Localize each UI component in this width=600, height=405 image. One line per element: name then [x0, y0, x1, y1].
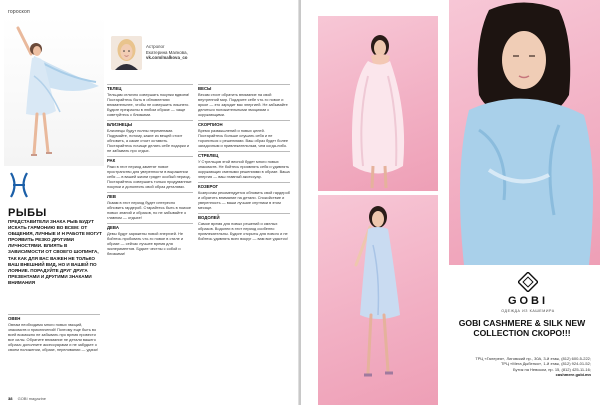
page-footer — [8, 396, 46, 401]
horoscope-entry — [198, 182, 290, 210]
entry-heading: РАК — [107, 156, 193, 164]
entry-text: Овнам необходимо много новых эмоций, знакомств и приключений! Поэтому еще быть во всей возможно не забывать про время провести все силы. Обратите внимание не детали вашего образа: дополните аксессуарами и не забудьте о своем положении, образе, переливании — удачи! — [8, 321, 98, 353]
horoscope-entry — [107, 192, 193, 220]
horoscope-entry — [8, 314, 100, 352]
entry-heading: БЛИЗНЕЦЫ — [107, 120, 193, 128]
model-photo-pink-dress — [318, 16, 438, 191]
pisces-icon — [8, 171, 30, 199]
model-photo-blue-dress — [318, 195, 438, 405]
entry-text: Весам стоит обратить внимание на свой внутренний мир. Подарите себе что-то новое и яркое — это зарядит вас энергией. Не забывайте делиться положительными эмоциями с окружающими. — [198, 91, 288, 117]
right-page — [301, 0, 600, 405]
entry-heading: КОЗЕРОГ — [198, 182, 290, 190]
horoscope-entry — [107, 223, 193, 256]
entry-text: Раки в этот период заметят новое пространство для уверенности в выражении себя — в вашей жизни грядет особый период. Постарайтесь совершать только продуманные покупки и дополнять свой образ деталями. — [107, 163, 192, 190]
section-label: гороскоп — [8, 9, 30, 15]
left-page — [0, 0, 299, 405]
entry-text: Тельцам отлично совершать покупки вдвоем! Постарайтесь быть в обновлениях внимательнее, чтобы не совершить лишнего. Будьте прекрасны в любом образе — чаще советуйтесь с близкими. — [107, 91, 190, 117]
entry-text: Козерогам рекомендуется обновить свой гардероб и обратить внимание на детали. Спокойствие и уверенность — ваши лучшие спутники в этом месяце. — [198, 189, 290, 210]
footer-text: GOBI magazine — [17, 396, 47, 401]
horoscope-entry — [107, 120, 193, 153]
entry-text: Самое время для новых решений и смелых образов. Водолеи в этот период особенно привлекательны. Будьте открыты для нового и не бойтесь удивлять всех вокруг — вам все удастся! — [198, 220, 288, 241]
page-number: 38 — [8, 396, 13, 401]
store-addresses — [449, 356, 595, 378]
model-photo-dancer — [4, 16, 104, 166]
entry-heading: ОВЕН — [8, 314, 100, 322]
entry-heading: СТРЕЛЕЦ — [198, 151, 290, 159]
horoscope-entry — [107, 84, 193, 117]
entry-heading: ЛЕВ — [107, 192, 193, 200]
astrologer-avatar — [111, 36, 142, 70]
entry-text: Близнецы будут полны переменами. Подумайте, потому, какие из вещей стоит обновить, а какие стоит оставить. Постарайтесь почаще делать себе подарки и не забывать про отдых. — [107, 127, 189, 154]
entry-heading: ТЕЛЕЦ — [107, 84, 193, 92]
entry-text: Львам в этот период будет интересно обновить гардероб. Старайтесь быть в поиске новых знаний и образов, но не забывайте о главном — отдыхе! — [107, 199, 192, 221]
horoscope-entry — [198, 151, 290, 179]
astrologer-handle: vk.com/malkova_co — [146, 55, 188, 61]
horoscope-column-b — [107, 84, 193, 259]
ad-headline: GOBI CASHMERE & SILK NEW COLLECTION СКОРО!!! — [458, 318, 586, 338]
sign-title: РЫБЫ — [8, 207, 47, 219]
entry-heading: ВЕСЫ — [198, 84, 290, 92]
horoscope-entry — [198, 84, 290, 117]
horoscope-entry — [198, 213, 290, 241]
entry-text: Время размышлений и новых целей. Постарайтесь больше слушать себя и не торопиться с решениями. Ваш образ будет более загадочным и привлекательным, чем когда-либо. — [198, 127, 289, 148]
brand-tagline: ОДЕЖДА ИЗ КАШЕМИРА — [501, 309, 555, 313]
address-line: ТРЦ «Галерея», Лиговский пр., 30А, 3-й этаж, (812) 600-5-222; — [475, 356, 591, 361]
horoscope-column-a — [8, 314, 100, 355]
brand-website-link[interactable]: cashmere.gobi.mn — [555, 372, 591, 378]
entry-text: У Стрельцов этой весной будет много новых знакомств. Не бойтесь проявлять себя и удивлять окружающих смелыми решениями в образе. Ваша энергия — ваш главный аксессуар. — [198, 158, 290, 179]
entry-heading: ДЕВА — [107, 223, 193, 231]
entry-heading: ВОДОЛЕЙ — [198, 213, 290, 221]
horoscope-entry — [107, 156, 193, 189]
sign-intro: ПРЕДСТАВИТЕЛИ ЗНАКА РЫБ БУДУТ ИСКАТЬ ГАРМОНИЮ ВО ВСЕМ: ОТ ОБЩЕНИЯ, ЛИЧНЫЕ И Н РАБОТЕ МОГУТ ПРОЯВИТЬ РЕЗКО ДРУГИМИ ЛИЧНОСТЯМИ. ВЛИЯТЬ В ЗАВИСИМОСТИ ОТ СВОЕГО ШОПИНГА, ТАК КАК ДЛЯ ВАС ВАЖЕН НЕ ТОЛЬКО ВАШ ВНЕШНИЙ ВИД, НО И ВАШЕЙ ПО ЛОЯНИЕ. ПОРАДУЙТЕ ДРУГ ДРУГА ПРЕЗЕНТАМИ И ДРУГИМИ ЗНАКАМИ ВНИМАНИЯ — [8, 219, 102, 285]
model-photo-scarf-portrait — [449, 0, 600, 265]
entry-text: Девы будут заряжены новой энергией. Не бойтесь пробовать что-то новое в стиле и образе — сейчас лучшее время для экспериментов. Будьте честны с собой и близкими! — [107, 230, 184, 257]
address-line: Бутик на Невском, пр. 15, (812) 425-11-16; — [513, 366, 591, 372]
brand-name: GOBI — [507, 295, 549, 307]
entry-heading: СКОРПИОН — [198, 120, 290, 128]
gobi-logo-icon — [518, 272, 538, 292]
astrologer-credit — [146, 44, 226, 61]
address-line: ТРЦ «Мега Дыбенко», 1-й этаж, (812) 924-01-52; — [500, 361, 591, 367]
astrologer-role: Астролог — [146, 44, 165, 49]
horoscope-column-c — [198, 84, 290, 244]
astrologer-name: Екатерина Малкова, — [146, 49, 188, 55]
horoscope-entry — [198, 120, 290, 148]
